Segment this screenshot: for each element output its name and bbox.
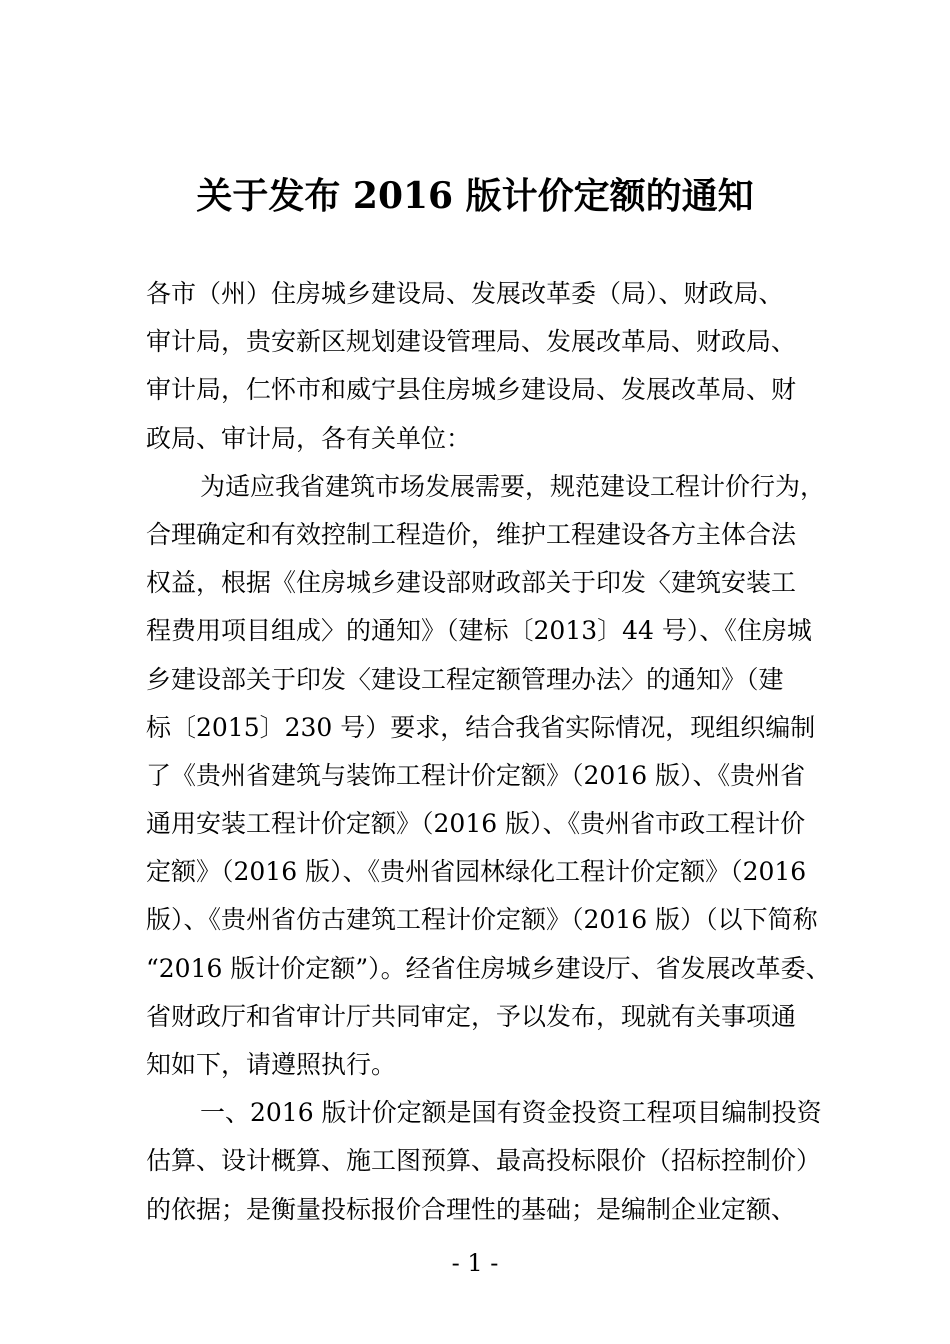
body-line: 政局、审计局，各有关单位：: [146, 423, 472, 453]
body-line: 为适应我省建筑市场发展需要，规范建设工程计价行为，: [200, 471, 826, 501]
body-line: 合理确定和有效控制工程造价，维护工程建设各方主体合法: [146, 519, 797, 549]
body-line: 各市（州）住房城乡建设局、发展改革委（局）、财政局、: [146, 279, 784, 308]
body-line: 标〔2015〕230 号）要求，结合我省实际情况，现组织编制: [146, 712, 816, 742]
body-line: 估算、设计概算、施工图预算、最高投标限价（招标控制价）: [146, 1146, 822, 1176]
body-line: “2016 版计价定额”）。经省住房城乡建设厅、省发展改革委、: [146, 953, 831, 983]
body-line: 知如下，请遵照执行。: [146, 1050, 397, 1079]
page-number: - 1 -: [451, 1249, 499, 1277]
body-line: 审计局，贵安新区规划建设管理局、发展改革局、财政局、: [146, 327, 797, 357]
body-line: 程费用项目组成〉的通知》（建标〔2013〕44 号）、《住房城: [146, 616, 812, 646]
body-line: 的依据；是衡量投标报价合理性的基础；是编制企业定额、: [146, 1194, 797, 1224]
body-line: 一、2016 版计价定额是国有资金投资工程项目编制投资: [200, 1098, 822, 1128]
body-line: 乡建设部关于印发〈建设工程定额管理办法〉的通知》（建: [146, 664, 784, 694]
body-line: 权益，根据《住房城乡建设部财政部关于印发〈建筑安装工: [146, 568, 797, 598]
document-body: [146, 270, 831, 1234]
document-title: 关于发布 2016 版计价定额的通知: [196, 175, 754, 217]
body-line: 版）、《贵州省仿古建筑工程计价定额》（2016 版）（以下简称: [146, 905, 818, 935]
body-line: 审计局，仁怀市和威宁县住房城乡建设局、发展改革局、财: [146, 375, 797, 405]
body-line: 通用安装工程计价定额》（2016 版）、《贵州省市政工程计价: [146, 809, 806, 839]
body-line: 省财政厅和省审计厅共同审定，予以发布，现就有关事项通: [146, 1001, 797, 1031]
body-line: 定额》（2016 版）、《贵州省园林绿化工程计价定额》（2016: [146, 857, 807, 887]
body-line: 了《贵州省建筑与装饰工程计价定额》（2016 版）、《贵州省: [146, 760, 806, 790]
